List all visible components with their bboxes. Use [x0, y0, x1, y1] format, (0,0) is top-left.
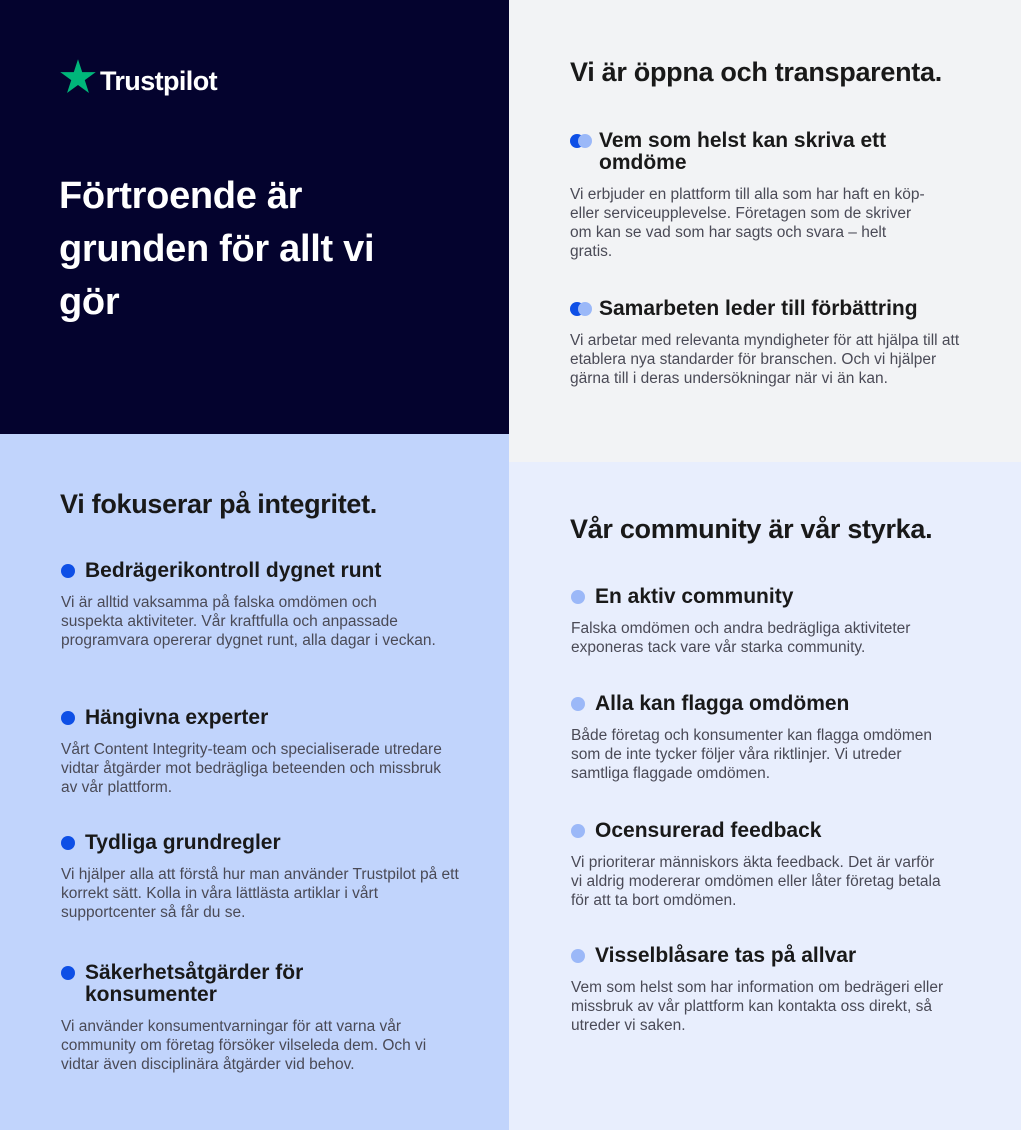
dot-icon: [61, 966, 75, 980]
double-dot-icon: [570, 302, 594, 316]
feature-body: Både företag och konsumenter kan flagga omdömen som de inte tycker följer våra riktlinjer. Vi utreder samtliga flaggade omdömen.: [571, 727, 933, 782]
dot-icon: [61, 836, 75, 850]
section-title-community: Vår community är vår styrka.: [570, 514, 933, 544]
feature-body: Vem som helst som har information om bedrägeri eller missbruk av vår plattform kan kontakta oss direkt, så utreder vi saken.: [571, 979, 944, 1034]
star-icon: [59, 58, 97, 96]
community-panel: [509, 462, 1021, 1130]
feature-body: Vi prioriterar människors äkta feedback. Det är varför vi aldrig modererar omdömen eller låter företag betala för att ta bort omdömen.: [571, 854, 941, 909]
feature-item-ground-rules: [61, 832, 469, 922]
hero-title: Förtroende är grunden för allt vi gör: [59, 175, 375, 323]
feature-item-active-community: [571, 586, 951, 657]
feature-body: Vi erbjuder en plattform till alla som har haft en köp- eller serviceupplevelse. Företagen som de skriver om kan se vad som har sagts och svara – helt gratis.: [570, 186, 925, 260]
dot-icon: [571, 697, 585, 711]
feature-title: Samarbeten leder till förbättring: [599, 297, 918, 320]
section-title-integrity: Vi fokuserar på integritet.: [60, 489, 377, 519]
feature-title: En aktiv community: [595, 585, 794, 608]
feature-body: Vi hjälper alla att förstå hur man använder Trustpilot på ett korrekt sätt. Kolla in våra lättlästa artiklar i vårt supportcenter så får du se.: [61, 866, 459, 921]
feature-title: Bedrägerikontroll dygnet runt: [85, 559, 382, 582]
dot-icon: [61, 564, 75, 578]
hero-panel: [0, 0, 509, 434]
feature-body: Vi arbetar med relevanta myndigheter för att hjälpa till att etablera nya standarder för branschen. Och vi hjälper gärna till i deras undersökningar när vi än kan.: [570, 332, 960, 387]
feature-body: Vårt Content Integrity-team och specialiserade utredare vidtar åtgärder mot bedrägliga beteenden och missbruk av vår plattform.: [61, 741, 442, 796]
feature-item-consumer-safety: [61, 962, 451, 1074]
integrity-panel: [0, 434, 509, 1130]
dot-icon: [61, 711, 75, 725]
section-title-open: Vi är öppna och transparenta.: [570, 57, 942, 87]
feature-title: Alla kan flagga omdömen: [595, 692, 850, 715]
feature-title: Ocensurerad feedback: [595, 819, 822, 842]
feature-item-whistleblowers: [571, 945, 956, 1035]
feature-item-collaboration: [570, 298, 962, 388]
feature-item-fraud-control: [61, 560, 439, 650]
feature-item-experts: [61, 707, 456, 797]
logo-wordmark: Trustpilot: [100, 66, 217, 96]
dot-icon: [571, 949, 585, 963]
feature-title: Hängivna experter: [85, 706, 269, 729]
feature-title: Tydliga grundregler: [85, 831, 281, 854]
feature-body: Falska omdömen och andra bedrägliga aktiviteter exponeras tack vare vår starka community.: [571, 620, 911, 656]
feature-item-uncensored-feedback: [571, 820, 941, 910]
dot-icon: [571, 590, 585, 604]
feature-body: Vi är alltid vaksamma på falska omdömen och suspekta aktiviteter. Vår kraftfulla och anpassade programvara opererar dygnet runt, alla dagar i veckan.: [61, 594, 436, 649]
dot-icon: [571, 824, 585, 838]
trustpilot-logo[interactable]: [59, 58, 217, 96]
open-transparent-panel: [509, 0, 1021, 462]
feature-title: Visselblåsare tas på allvar: [595, 944, 857, 967]
feature-title: Vem som helst kan skriva ett omdöme: [599, 129, 887, 174]
double-dot-icon: [570, 134, 594, 148]
feature-body: Vi använder konsumentvarningar för att varna vår community om företag försöker vilseleda dem. Och vi vidtar även disciplinära åtgärder vid behov.: [61, 1018, 427, 1073]
feature-item-anyone-can-review: [570, 130, 930, 261]
feature-title: Säkerhetsåtgärder för konsumenter: [85, 961, 304, 1006]
feature-item-flag-reviews: [571, 693, 951, 783]
